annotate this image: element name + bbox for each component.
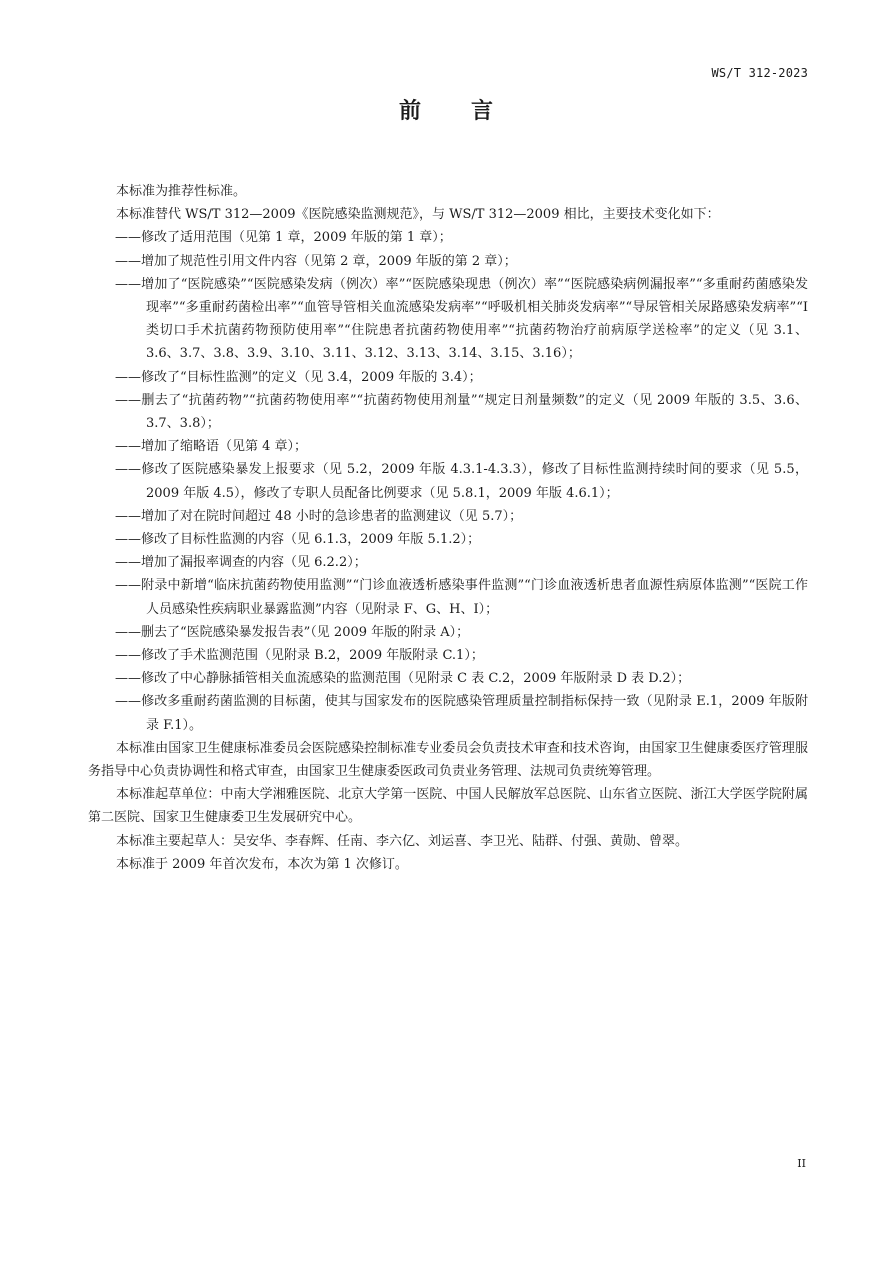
change-item: ——修改了手术监测范围（见附录 B.2，2009 年版附录 C.1）； [115, 648, 484, 664]
change-item: ——附录中新增“临床抗菌药物使用监测”“门诊血液透析感染事件监测”“门诊血液透析患者血源性病原体监测”“医院工作人员感染性疾病职业暴露监测”内容（见附录 F、G、H、I）； [115, 578, 808, 617]
change-item: ——修改了适用范围（见第 1 章，2009 年版的第 1 章）； [115, 230, 452, 246]
change-item: ——修改多重耐药菌监测的目标菌，使其与国家发布的医院感染管理质量控制指标保持一致（见附录 E.1，2009 年版附录 F.1）。 [115, 694, 808, 733]
change-item: ——修改了“目标性监测”的定义（见 3.4，2009 年版的 3.4）； [115, 369, 482, 385]
paragraph-publication-history: 本标准于 2009 年首次发布，本次为第 1 次修订。 [116, 856, 408, 872]
page-number: II [797, 1157, 806, 1170]
paragraph-replacement-intro: 本标准替代 WS/T 312—2009《医院感染监测规范》，与 WS/T 312—2009 相比，主要技术变化如下： [116, 207, 720, 223]
paragraph-recommended-standard: 本标准为推荐性标准。 [116, 184, 247, 199]
change-item: ——删去了“抗菌药物”“抗菌药物使用率”“抗菌药物使用剂量”“规定日剂量频数”的定义（见 2009 年版的 3.5、3.6、3.7、3.8）； [115, 392, 808, 432]
change-item: ——修改了目标性监测的内容（见 6.1.3，2009 年版 5.1.2）； [115, 532, 481, 548]
change-item: ——增加了规范性引用文件内容（见第 2 章，2009 年版的第 2 章）； [115, 253, 517, 269]
change-item: ——删去了“医院感染暴发报告表”（见 2009 年版的附录 A）； [115, 624, 470, 640]
paragraph-drafters: 本标准主要起草人：吴安华、李春辉、任南、李六亿、刘运喜、李卫光、陆群、付强、黄勋、曾翠。 [116, 833, 689, 849]
paragraph-review-committee: 本标准由国家卫生健康标准委员会医院感染控制标准专业委员会负责技术审查和技术咨询，由国家卫生健康委医疗管理服务指导中心负责协调性和格式审查，由国家卫生健康委医政司负责业务管理、法规司负责统筹管理。 [88, 740, 808, 780]
page-title: 前言 [398, 99, 543, 124]
change-item: ——增加了对在院时间超过 48 小时的急诊患者的监测建议（见 5.7）； [115, 508, 523, 524]
change-item: ——修改了医院感染暴发上报要求（见 5.2，2009 年版 4.3.1-4.3.3），修改了目标性监测持续时间的要求（见 5.5，2009 年版 4.5），修改了专职人员配备比例要求（见 5.8.1，2009 年版 4.6.1）； [115, 462, 808, 501]
change-item: ——增加了漏报率调查的内容（见 6.2.2）； [115, 555, 367, 571]
paragraph-drafting-units: 本标准起草单位：中南大学湘雅医院、北京大学第一医院、中国人民解放军总医院、山东省立医院、浙江大学医学院附属第二医院、国家卫生健康委卫生发展研究中心。 [88, 787, 808, 826]
standard-code: WS/T 312-2023 [711, 66, 808, 80]
change-item: ——增加了缩略语（见第 4 章）； [115, 439, 308, 455]
change-item: ——增加了“医院感染”“医院感染发病（例次）率”“医院感染现患（例次）率”“医院感染病例漏报率”“多重耐药菌感染发现率”“多重耐药菌检出率”“血管导管相关血流感染发病率”“呼吸机相关肺炎发病率”“导尿管相关尿路感染发病率”“I 类切口手术抗菌药物预防使用率”“住院患者抗菌药物使用率”“抗菌药物治疗前病原学送检率”的定义（见 3.1、3.6、3.7、3.8、3.9、3.10、3.11、3.12、3.13、3.14、3.15、3.16）； [115, 276, 808, 362]
change-item: ——修改了中心静脉插管相关血流感染的监测范围（见附录 C 表 C.2，2009 年版附录 D 表 D.2）； [115, 671, 691, 687]
document-body [88, 180, 808, 876]
